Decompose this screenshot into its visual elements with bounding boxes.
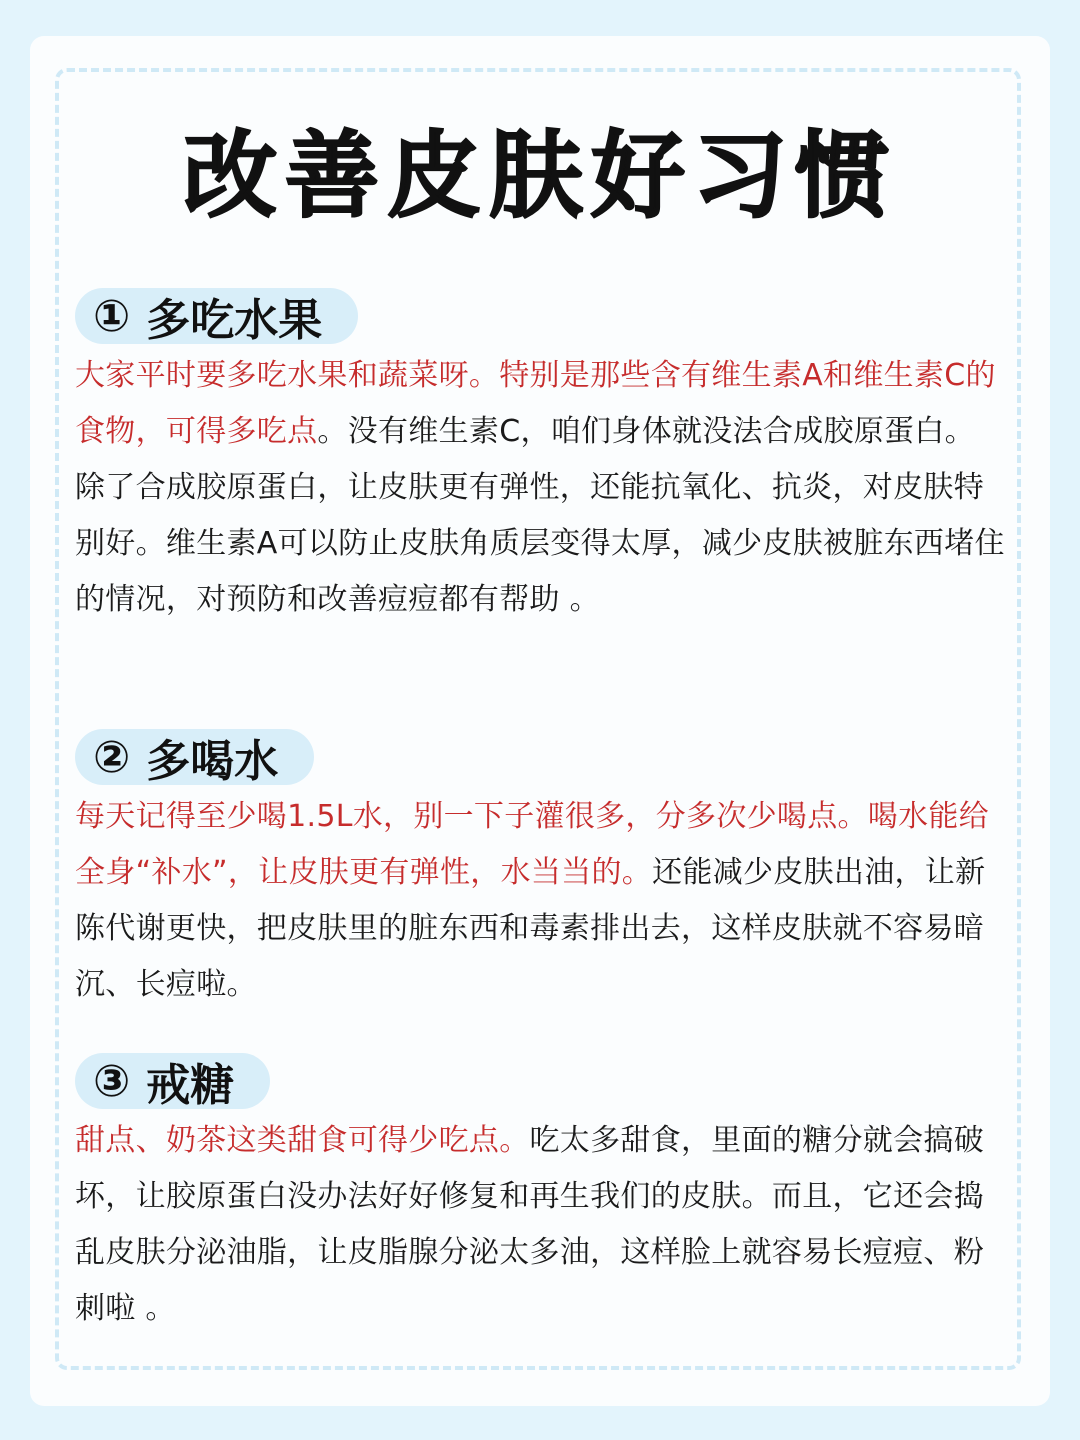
section-title: 戒糖 [146, 1060, 235, 1111]
section-title: 多吃水果 [146, 295, 323, 346]
section-sugar [75, 1053, 1005, 1337]
body-text: 除了合成胶原蛋白，让皮肤更有弹性，还能抗氧化、抗炎，对皮肤特别好。维生素A可以防止皮肤角质层变得太厚，减少皮肤被脏东西堵住的情况，对预防和改善痘痘都有帮助 。 [75, 470, 1005, 617]
section-paragraph [75, 348, 1005, 460]
section-water [75, 729, 1005, 1013]
section-paragraph [75, 1113, 1005, 1337]
section-paragraph [75, 789, 1005, 1013]
section-heading [75, 729, 314, 785]
section-paragraph [75, 460, 1005, 628]
section-heading [75, 288, 358, 344]
body-text: 吃太多甜食，里面的糖分就会搞破坏，让胶原蛋白没办法好好修复和再生我们的皮肤。而且，它还会捣乱皮肤分泌油脂，让皮脂腺分泌太多油，这样脸上就容易长痘痘、粉刺啦 。 [75, 1123, 984, 1326]
section-number: ① [93, 290, 131, 342]
body-text: 。没有维生素C，咱们身体就没法合成胶原蛋白。 [317, 414, 975, 449]
highlight-text: 甜点、奶茶这类甜食可得少吃点。 [75, 1123, 530, 1158]
section-number: ② [93, 731, 131, 783]
highlight-text: 大家平时要多吃水果和蔬菜呀。特别是那些含有维生素A和维生素C的食物，可得多吃点 [75, 358, 996, 449]
body-text: 还能减少皮肤出油，让新陈代谢更快，把皮肤里的脏东西和毒素排出去，这样皮肤就不容易暗沉、长痘啦。 [75, 855, 986, 1002]
section-number: ③ [93, 1055, 131, 1107]
section-fruit [75, 288, 1005, 628]
highlight-text: 每天记得至少喝1.5L水，别一下子灌很多，分多次少喝点。喝水能给全身“补水”，让皮肤更有弹性，水当当的。 [75, 799, 990, 890]
section-title: 多喝水 [146, 736, 279, 787]
page-title: 改善皮肤好习惯 [182, 122, 897, 231]
section-heading [75, 1053, 270, 1109]
